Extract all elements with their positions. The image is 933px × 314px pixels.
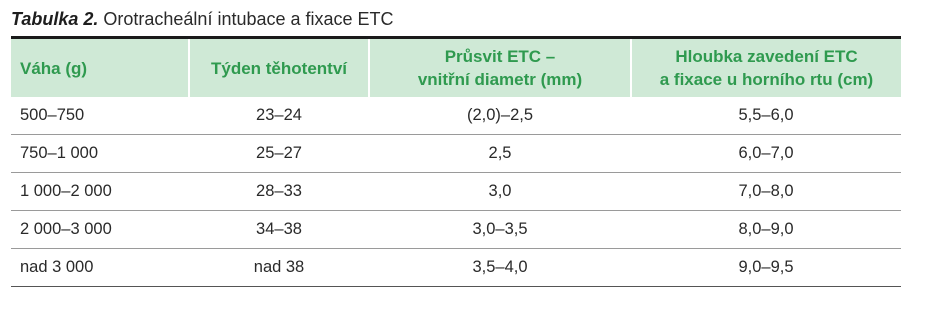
cell-etc-diameter: 3,0–3,5 [369,211,631,249]
cell-insertion-depth: 8,0–9,0 [631,211,901,249]
cell-insertion-depth: 9,0–9,5 [631,249,901,287]
cell-insertion-depth: 6,0–7,0 [631,135,901,173]
cell-weight: 500–750 [11,97,189,135]
cell-insertion-depth: 7,0–8,0 [631,173,901,211]
caption-label: Tabulka 2. [11,9,99,29]
table-row [11,249,901,287]
table-row [11,135,901,173]
header-gestation-week-label: Týden těhotentví [210,58,347,78]
cell-etc-diameter: 3,0 [369,173,631,211]
table-header-row [11,39,901,97]
header-insertion-depth-line1: Hloubka zavedení ETC [675,47,858,66]
cell-gestation-week: 23–24 [189,97,369,135]
header-insertion-depth-line2: a fixace u horního rtu (cm) [659,70,874,89]
data-table [11,39,901,287]
caption-text: Orotracheální intubace a fixace ETC [103,9,394,29]
cell-gestation-week: nad 38 [189,249,369,287]
table-row [11,97,901,135]
cell-etc-diameter: 2,5 [369,135,631,173]
header-etc-diameter-line2: vnitřní diametr (mm) [417,70,583,89]
cell-gestation-week: 28–33 [189,173,369,211]
table-caption [11,8,394,30]
header-gestation-week [189,39,369,97]
cell-gestation-week: 25–27 [189,135,369,173]
cell-etc-diameter: (2,0)–2,5 [369,97,631,135]
header-etc-diameter [369,39,631,97]
cell-gestation-week: 34–38 [189,211,369,249]
cell-insertion-depth: 5,5–6,0 [631,97,901,135]
cell-weight: 1 000–2 000 [11,173,189,211]
cell-etc-diameter: 3,5–4,0 [369,249,631,287]
cell-weight: nad 3 000 [11,249,189,287]
header-etc-diameter-line1: Průsvit ETC – [444,47,556,66]
data-table-container [11,36,901,287]
cell-weight: 750–1 000 [11,135,189,173]
cell-weight: 2 000–3 000 [11,211,189,249]
header-weight [11,39,189,97]
header-weight-label: Váha (g) [20,58,88,78]
table-row [11,173,901,211]
table-row [11,211,901,249]
header-insertion-depth [631,39,901,97]
